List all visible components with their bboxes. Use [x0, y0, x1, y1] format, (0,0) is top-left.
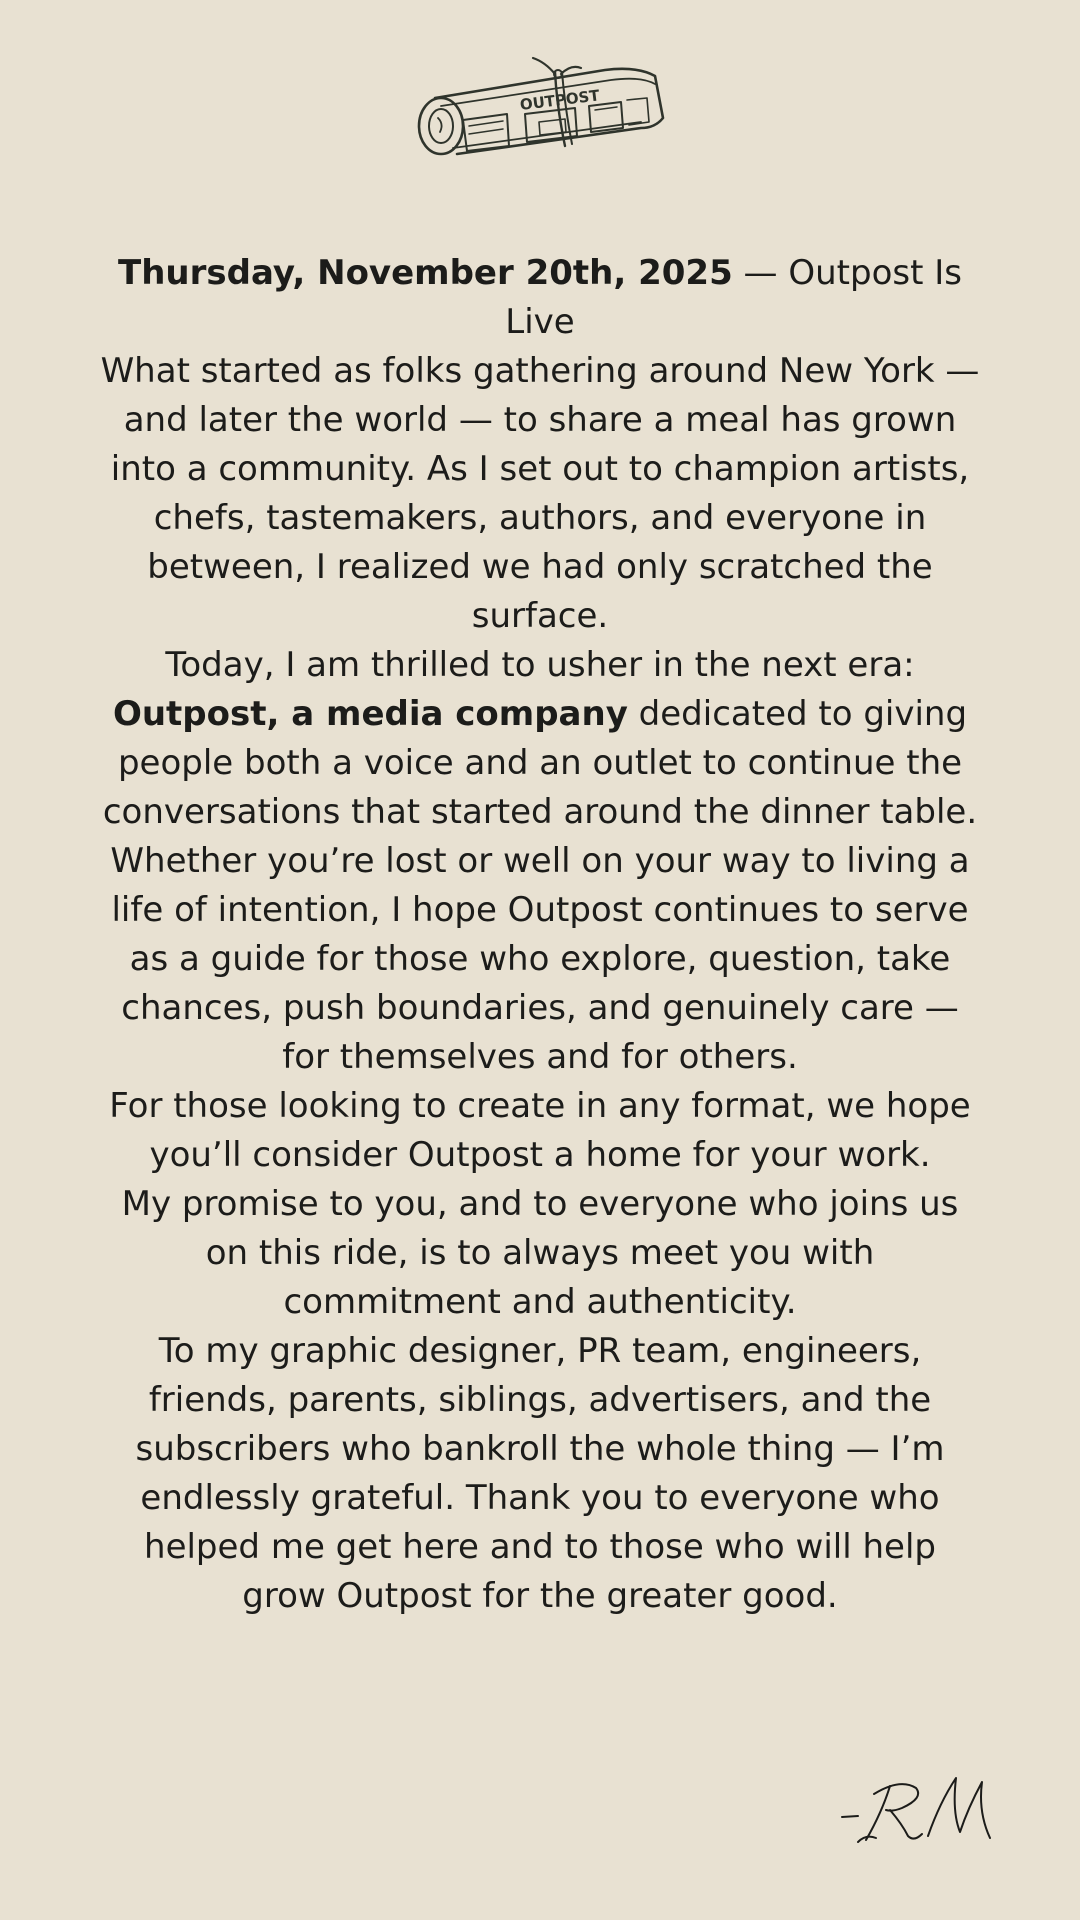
letter-heading	[100, 249, 980, 347]
letter-body	[100, 249, 980, 1621]
rolled-newspaper-icon	[405, 48, 675, 168]
letter-paragraph-rest: dedicated to giving people both a voice and an outlet to continue the conversations that started around the dinner table.	[102, 694, 978, 832]
letter-date: Thursday, November 20th, 2025	[118, 253, 733, 293]
letter-paragraph: To my graphic designer, PR team, engineers, friends, parents, siblings, advertisers, and the subscribers who bankroll the whole thing — I’m endlessly grateful. Thank you to everyone who helped me get here and to those who will help grow Outpost for the greater good.	[135, 1331, 945, 1616]
signature-drawing	[830, 1772, 1010, 1852]
logo-masthead: OUTPOST	[518, 86, 601, 114]
company-name-emphasis: Outpost, a media company	[112, 694, 628, 734]
letter-paragraph: For those looking to create in any format, we hope you’ll consider Outpost a home for your work.	[109, 1086, 971, 1175]
signature	[830, 1772, 1010, 1852]
letter-paragraph: Whether you’re lost or well on your way to living a life of intention, I hope Outpost continues to serve as a guide for those who explore, question, take chances, push boundaries, and genuinely care — for themselves and for others.	[110, 841, 970, 1077]
letter-paragraph: What started as folks gathering around New York — and later the world — to share a meal has grown into a community. As I set out to champion artists, chefs, tastemakers, authors, and everyone in between, I realized we had only scratched the surface.	[100, 351, 980, 636]
letter-paragraph	[100, 641, 980, 837]
outpost-logo	[405, 48, 675, 168]
letter-paragraph: My promise to you, and to everyone who joins us on this ride, is to always meet you with commitment and authenticity.	[121, 1184, 959, 1322]
letter-headline: — Outpost Is Live	[505, 253, 962, 342]
letter-paragraph-intro: Today, I am thrilled to usher in the next era:	[165, 645, 915, 685]
